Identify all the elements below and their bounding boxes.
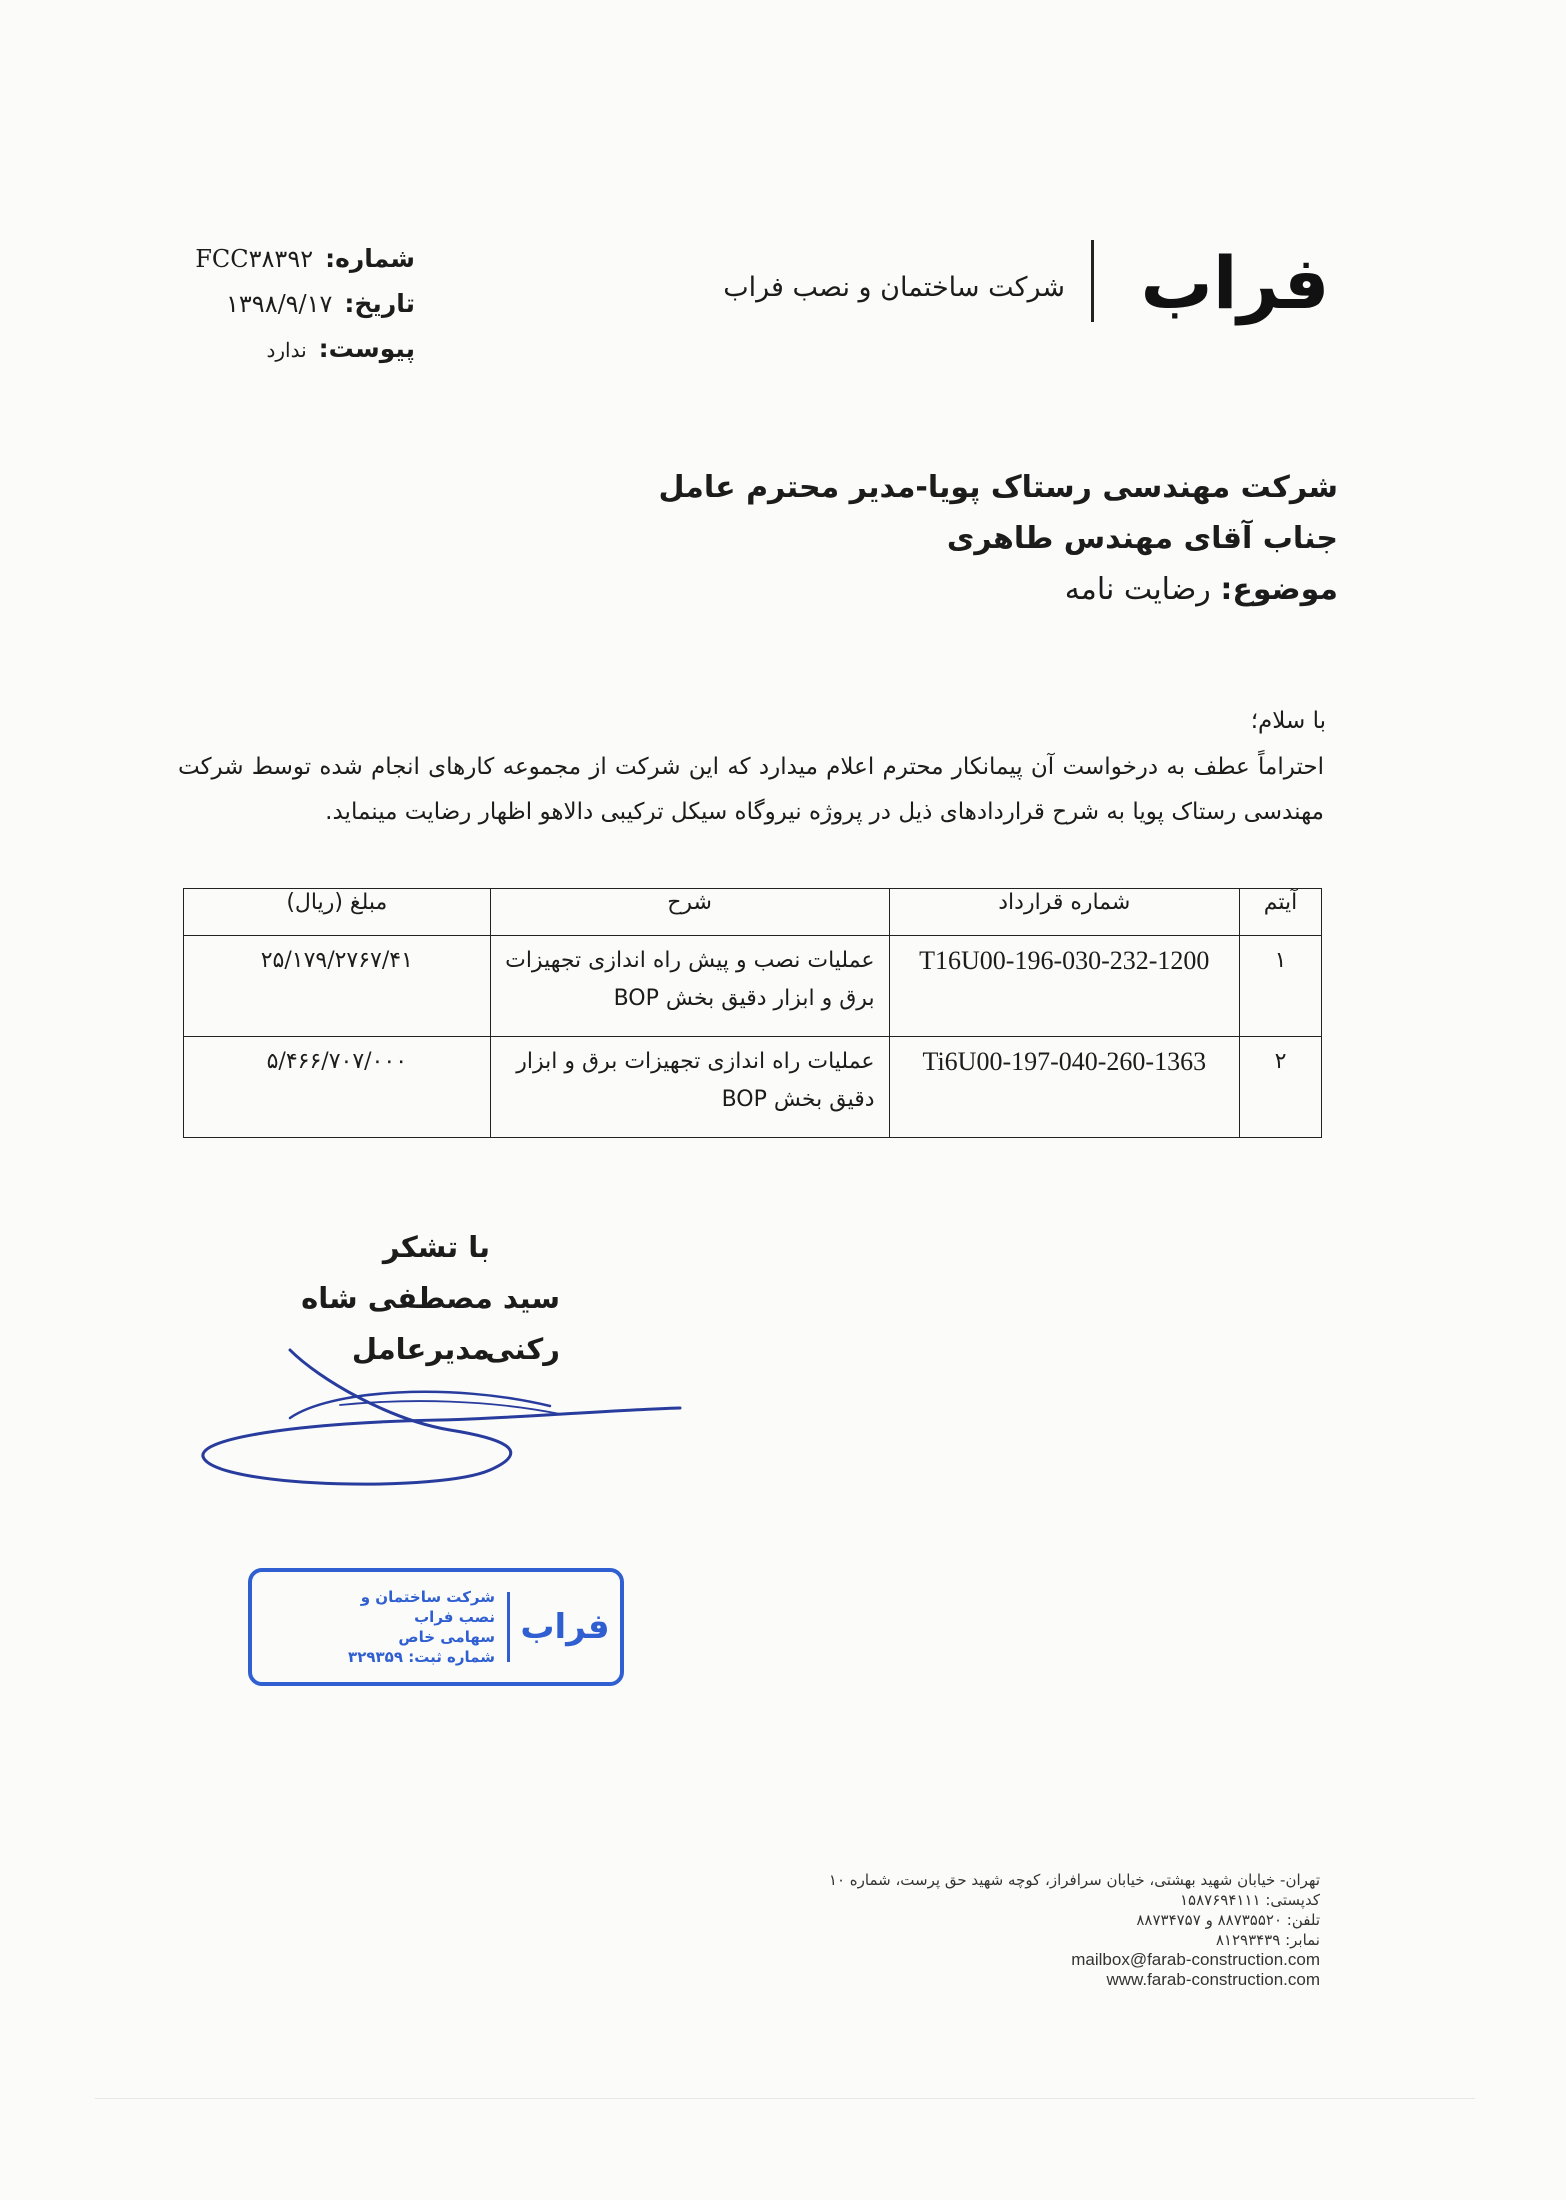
attachment-label: پیوست: bbox=[318, 334, 415, 363]
number-label: شماره: bbox=[325, 244, 415, 273]
header-contract: شماره قرارداد bbox=[889, 889, 1239, 936]
date-value: ۱۳۹۸/۹/۱۷ bbox=[226, 290, 333, 318]
closing-thanks: با تشکر bbox=[382, 1230, 490, 1264]
company-stamp bbox=[248, 1568, 624, 1686]
row-item: ۱ bbox=[1240, 936, 1322, 1037]
footer-website: www.farab-construction.com bbox=[1106, 1970, 1320, 1989]
addressee-block bbox=[638, 462, 1338, 615]
subject-label: موضوع: bbox=[1220, 572, 1338, 607]
row-contract: Ti6U00-197-040-260-1363 bbox=[889, 1037, 1239, 1138]
meta-attachment-row bbox=[180, 334, 415, 379]
contracts-table bbox=[183, 888, 1322, 1138]
stamp-line4: شماره ثبت: ۳۲۹۳۵۹ bbox=[348, 1648, 495, 1666]
company-name: شرکت ساختمان و نصب فراب bbox=[723, 272, 1065, 303]
number-value: FCC۳۸۳۹۲ bbox=[195, 245, 314, 273]
stamp-logo: فراب bbox=[520, 1607, 610, 1647]
handwritten-signature bbox=[190, 1310, 700, 1490]
footer-email: mailbox@farab-construction.com bbox=[1071, 1950, 1320, 1969]
subject-value: رضایت نامه bbox=[1064, 572, 1211, 607]
signer-name: سید مصطفی شاه رکنی bbox=[301, 1281, 560, 1366]
row-item: ۲ bbox=[1240, 1037, 1322, 1138]
letter-meta bbox=[180, 244, 415, 379]
stamp-text bbox=[348, 1587, 507, 1667]
footer-contact bbox=[720, 1870, 1320, 1990]
table-row bbox=[184, 1037, 1322, 1138]
stamp-divider bbox=[507, 1592, 510, 1662]
row-contract: T16U00-196-030-232-1200 bbox=[889, 936, 1239, 1037]
meta-date-row bbox=[180, 289, 415, 334]
footer-address: تهران- خیابان شهید بهشتی، خیابان سرافراز، کوچه شهید حق پرست، شماره ۱۰ bbox=[828, 1871, 1320, 1889]
table-header-row bbox=[184, 889, 1322, 936]
meta-number-row bbox=[180, 244, 415, 289]
header-description: شرح bbox=[490, 889, 889, 936]
bottom-edge-line bbox=[95, 2098, 1475, 2099]
subject-row bbox=[638, 564, 1338, 615]
footer-postal: کدپستی: ۱۵۸۷۶۹۴۱۱۱ bbox=[1180, 1891, 1320, 1909]
addressee-line2: جناب آقای مهندس طاهری bbox=[946, 521, 1338, 556]
greeting: با سلام؛ bbox=[1250, 708, 1326, 734]
logo-divider bbox=[1091, 240, 1094, 322]
header-item: آیتم bbox=[1240, 889, 1322, 936]
attachment-value: ندارد bbox=[266, 338, 307, 362]
footer-phone: تلفن: ۸۸۷۳۵۵۲۰ و ۸۸۷۳۴۷۵۷ bbox=[1136, 1911, 1320, 1929]
stamp-line1: شرکت ساختمان و bbox=[360, 1588, 495, 1606]
stamp-line2: نصب فراب bbox=[414, 1608, 495, 1626]
stamp-line3: سهامی خاص bbox=[398, 1628, 495, 1646]
row-description: عملیات راه اندازی تجهیزات برق و ابزار دقیق بخش BOP bbox=[490, 1037, 889, 1138]
contracts-table-wrap bbox=[183, 888, 1322, 1138]
row-amount: ۲۵/۱۷۹/۲۷۶۷/۴۱ bbox=[184, 936, 491, 1037]
header-amount: مبلغ (ریال) bbox=[184, 889, 491, 936]
row-description: عملیات نصب و پیش راه اندازی تجهیزات برق و ابزار دقیق بخش BOP bbox=[490, 936, 889, 1037]
table-row bbox=[184, 936, 1322, 1037]
footer-fax: نمابر: ۸۱۲۹۳۴۳۹ bbox=[1215, 1931, 1320, 1949]
company-logo: فراب bbox=[1140, 241, 1330, 325]
signer-title: مدیرعامل bbox=[351, 1332, 490, 1366]
addressee-line1: شرکت مهندسی رستاک پویا-مدیر محترم عامل bbox=[658, 470, 1338, 505]
row-amount: ۵/۴۶۶/۷۰۷/۰۰۰ bbox=[184, 1037, 491, 1138]
date-label: تاریخ: bbox=[344, 289, 415, 318]
body-paragraph: احتراماً عطف به درخواست آن پیمانکار محترم اعلام میدارد که این شرکت از مجموعه کارهای انجام شده توسط شرکت مهندسی رستاک پویا به شرح قراردادهای ذیل در پروژه نیروگاه سیکل ترکیبی دالاهو اظهار رضایت مینماید. bbox=[178, 754, 1324, 825]
